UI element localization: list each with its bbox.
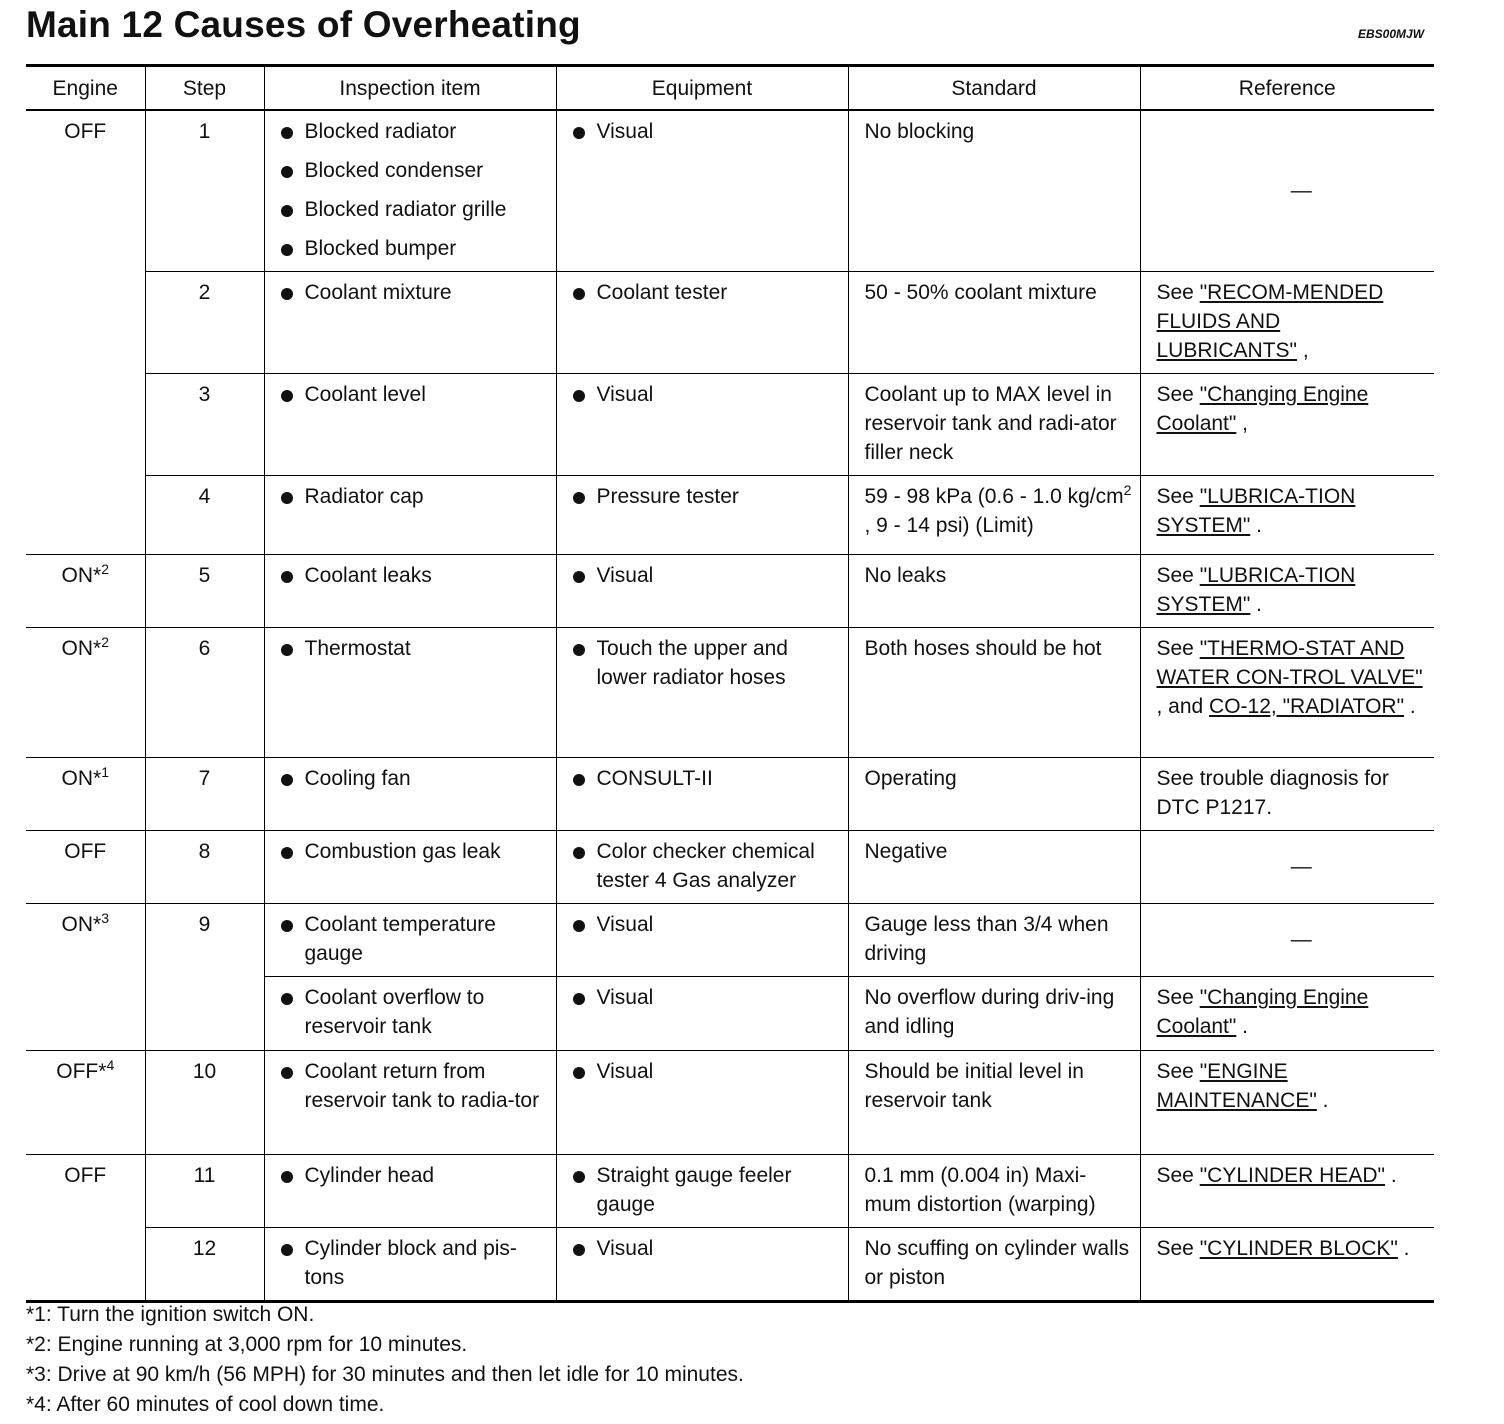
engine-cell: OFF bbox=[26, 1155, 145, 1302]
reference-cell: See "CYLINDER BLOCK" . bbox=[1140, 1228, 1434, 1302]
standard-cell: Should be initial level in reservoir tank bbox=[848, 1051, 1140, 1155]
footnote: *4: After 60 minutes of cool down time. bbox=[26, 1393, 385, 1416]
table-header-row bbox=[26, 66, 1434, 111]
standard-cell: 0.1 mm (0.004 in) Maxi-mum distortion (warping) bbox=[848, 1155, 1140, 1228]
reference-link[interactable]: "Changing Engine Coolant" bbox=[1156, 383, 1369, 435]
step-cell: 9 bbox=[145, 904, 264, 1051]
standard-cell: 59 - 98 kPa (0.6 - 1.0 $kg/cm^2$ , 9 - 14 psi) (Limit) bbox=[848, 476, 1140, 555]
list-item: Visual bbox=[573, 561, 840, 590]
reference-link[interactable]: "Changing Engine Coolant" bbox=[1156, 986, 1369, 1038]
standard-cell: No scuffing on cylinder walls or piston bbox=[848, 1228, 1140, 1302]
reference-link[interactable]: "RECOM-MENDED FLUIDS AND LUBRICANTS" bbox=[1156, 281, 1384, 362]
equipment-cell bbox=[556, 555, 848, 628]
list-item: Blocked radiator grille bbox=[281, 195, 548, 224]
standard-cell: No leaks bbox=[848, 555, 1140, 628]
engine-cell: OFF bbox=[26, 831, 145, 904]
page-title: Main 12 Causes of Overheating bbox=[26, 4, 581, 45]
inspection-item-cell bbox=[264, 1155, 556, 1228]
inspection-item-cell bbox=[264, 110, 556, 272]
inspection-item-cell bbox=[264, 1051, 556, 1155]
equipment-cell bbox=[556, 758, 848, 831]
equipment-cell bbox=[556, 628, 848, 758]
reference-cell: See trouble diagnosis for DTC P1217. bbox=[1140, 758, 1434, 831]
list-item: Visual bbox=[573, 910, 840, 939]
equipment-cell bbox=[556, 476, 848, 555]
reference-cell bbox=[1140, 110, 1434, 272]
header-standard: Standard bbox=[848, 66, 1140, 111]
list-item: Coolant mixture bbox=[281, 278, 548, 307]
reference-cell bbox=[1140, 831, 1434, 904]
reference-link[interactable]: CO-12, "RADIATOR" bbox=[1209, 695, 1405, 718]
standard-cell: 50 - 50% coolant mixture bbox=[848, 272, 1140, 374]
inspection-item-cell bbox=[264, 476, 556, 555]
list-item: Blocked radiator bbox=[281, 117, 548, 146]
list-item: Cylinder head bbox=[281, 1161, 548, 1190]
list-item: Color checker chemical tester 4 Gas analyzer bbox=[573, 837, 840, 895]
standard-cell: Gauge less than 3/4 when driving bbox=[848, 904, 1140, 977]
footnote: *3: Drive at 90 km/h (56 MPH) for 30 minutes and then let idle for 10 minutes. bbox=[26, 1363, 744, 1386]
reference-cell bbox=[1140, 904, 1434, 977]
list-item: Cooling fan bbox=[281, 764, 548, 793]
reference-cell: See "Changing Engine Coolant" . bbox=[1140, 977, 1434, 1051]
equipment-cell bbox=[556, 374, 848, 476]
standard-cell: Coolant up to MAX level in reservoir tank and radi-ator filler neck bbox=[848, 374, 1140, 476]
reference-cell: See "LUBRICA-TION SYSTEM" . bbox=[1140, 555, 1434, 628]
standard-cell: No overflow during driv-ing and idling bbox=[848, 977, 1140, 1051]
table-row bbox=[26, 1228, 1434, 1302]
reference-link[interactable]: "THERMO-STAT AND WATER CON-TROL VALVE" bbox=[1156, 637, 1423, 689]
table-row bbox=[26, 110, 1434, 272]
list-item: Combustion gas leak bbox=[281, 837, 548, 866]
step-cell: 4 bbox=[145, 476, 264, 555]
equipment-cell bbox=[556, 904, 848, 977]
equipment-cell bbox=[556, 1155, 848, 1228]
standard-cell: Negative bbox=[848, 831, 1140, 904]
equipment-cell bbox=[556, 272, 848, 374]
step-cell: 2 bbox=[145, 272, 264, 374]
engine-cell: ON*$^3$ bbox=[26, 904, 145, 1051]
table-row bbox=[26, 758, 1434, 831]
inspection-item-cell bbox=[264, 977, 556, 1051]
list-item: Visual bbox=[573, 1057, 840, 1086]
inspection-item-cell bbox=[264, 628, 556, 758]
table-row bbox=[26, 555, 1434, 628]
standard-cell: No blocking bbox=[848, 110, 1140, 272]
footnote: *2: Engine running at 3,000 rpm for 10 minutes. bbox=[26, 1333, 468, 1356]
engine-cell: ON*$^2$ bbox=[26, 555, 145, 628]
footnote: *1: Turn the ignition switch ON. bbox=[26, 1303, 315, 1326]
step-cell: 6 bbox=[145, 628, 264, 758]
list-item: Cylinder block and pis-tons bbox=[281, 1234, 548, 1292]
list-item: Touch the upper and lower radiator hoses bbox=[573, 634, 840, 692]
header-equipment: Equipment bbox=[556, 66, 848, 111]
engine-cell: OFF*$^4$ bbox=[26, 1051, 145, 1155]
table-row bbox=[26, 272, 1434, 374]
inspection-item-cell bbox=[264, 904, 556, 977]
equipment-cell bbox=[556, 110, 848, 272]
equipment-cell bbox=[556, 977, 848, 1051]
equipment-cell bbox=[556, 1228, 848, 1302]
list-item: Visual bbox=[573, 983, 840, 1012]
reference-link[interactable]: "LUBRICA-TION SYSTEM" bbox=[1156, 485, 1356, 537]
list-item: CONSULT-II bbox=[573, 764, 840, 793]
reference-cell: See "CYLINDER HEAD" . bbox=[1140, 1155, 1434, 1228]
table-row bbox=[26, 831, 1434, 904]
standard-cell: Operating bbox=[848, 758, 1140, 831]
list-item: Blocked condenser bbox=[281, 156, 548, 185]
reference-link[interactable]: "LUBRICA-TION SYSTEM" bbox=[1156, 564, 1356, 616]
list-item: Coolant overflow to reservoir tank bbox=[281, 983, 548, 1041]
table-row bbox=[26, 476, 1434, 555]
document-code: EBS00MJW bbox=[1358, 27, 1425, 41]
step-cell: 1 bbox=[145, 110, 264, 272]
step-cell: 5 bbox=[145, 555, 264, 628]
engine-cell: ON*$^2$ bbox=[26, 628, 145, 758]
list-item: Coolant level bbox=[281, 380, 548, 409]
list-item: Coolant return from reservoir tank to radia-tor bbox=[281, 1057, 548, 1115]
header-inspection-item: Inspection item bbox=[264, 66, 556, 111]
inspection-item-cell bbox=[264, 272, 556, 374]
list-item: Coolant temperature gauge bbox=[281, 910, 548, 968]
inspection-item-cell bbox=[264, 555, 556, 628]
list-item: Thermostat bbox=[281, 634, 548, 663]
list-item: Visual bbox=[573, 380, 840, 409]
reference-link[interactable]: "CYLINDER HEAD" bbox=[1199, 1164, 1385, 1187]
equipment-cell bbox=[556, 831, 848, 904]
list-item: Blocked bumper bbox=[281, 234, 548, 263]
table-row bbox=[26, 904, 1434, 977]
header-reference: Reference bbox=[1140, 66, 1434, 111]
table-row bbox=[26, 1051, 1434, 1155]
standard-cell: Both hoses should be hot bbox=[848, 628, 1140, 758]
footnotes bbox=[26, 1300, 744, 1420]
step-cell: 3 bbox=[145, 374, 264, 476]
reference-cell: See "ENGINE MAINTENANCE" . bbox=[1140, 1051, 1434, 1155]
step-cell: 8 bbox=[145, 831, 264, 904]
engine-cell: OFF bbox=[26, 110, 145, 555]
inspection-item-cell bbox=[264, 758, 556, 831]
inspection-item-cell bbox=[264, 374, 556, 476]
list-item: Visual bbox=[573, 1234, 840, 1263]
reference-cell: See "THERMO-STAT AND WATER CON-TROL VALVE" , and CO-12, "RADIATOR" . bbox=[1140, 628, 1434, 758]
equipment-cell bbox=[556, 1051, 848, 1155]
dash-placeholder: — bbox=[1290, 178, 1312, 202]
reference-cell: See "RECOM-MENDED FLUIDS AND LUBRICANTS" , bbox=[1140, 272, 1434, 374]
reference-cell: See "Changing Engine Coolant" , bbox=[1140, 374, 1434, 476]
engine-cell: ON*$^1$ bbox=[26, 758, 145, 831]
step-cell: 10 bbox=[145, 1051, 264, 1155]
reference-cell: See "LUBRICA-TION SYSTEM" . bbox=[1140, 476, 1434, 555]
reference-link[interactable]: "CYLINDER BLOCK" bbox=[1199, 1237, 1398, 1260]
step-cell: 11 bbox=[145, 1155, 264, 1228]
overheating-causes-table bbox=[26, 64, 1434, 1303]
step-cell: 12 bbox=[145, 1228, 264, 1302]
inspection-item-cell bbox=[264, 1228, 556, 1302]
reference-link[interactable]: "ENGINE MAINTENANCE" bbox=[1156, 1060, 1317, 1112]
step-cell: 7 bbox=[145, 758, 264, 831]
list-item: Coolant leaks bbox=[281, 561, 548, 590]
list-item: Pressure tester bbox=[573, 482, 840, 511]
table-row bbox=[26, 1155, 1434, 1228]
list-item: Visual bbox=[573, 117, 840, 146]
dash-placeholder: — bbox=[1290, 927, 1312, 951]
list-item: Radiator cap bbox=[281, 482, 548, 511]
inspection-item-cell bbox=[264, 831, 556, 904]
header-engine: Engine bbox=[26, 66, 145, 111]
dash-placeholder: — bbox=[1290, 854, 1312, 878]
list-item: Coolant tester bbox=[573, 278, 840, 307]
header-step: Step bbox=[145, 66, 264, 111]
table-row bbox=[26, 628, 1434, 758]
table-row bbox=[26, 374, 1434, 476]
list-item: Straight gauge feeler gauge bbox=[573, 1161, 840, 1219]
